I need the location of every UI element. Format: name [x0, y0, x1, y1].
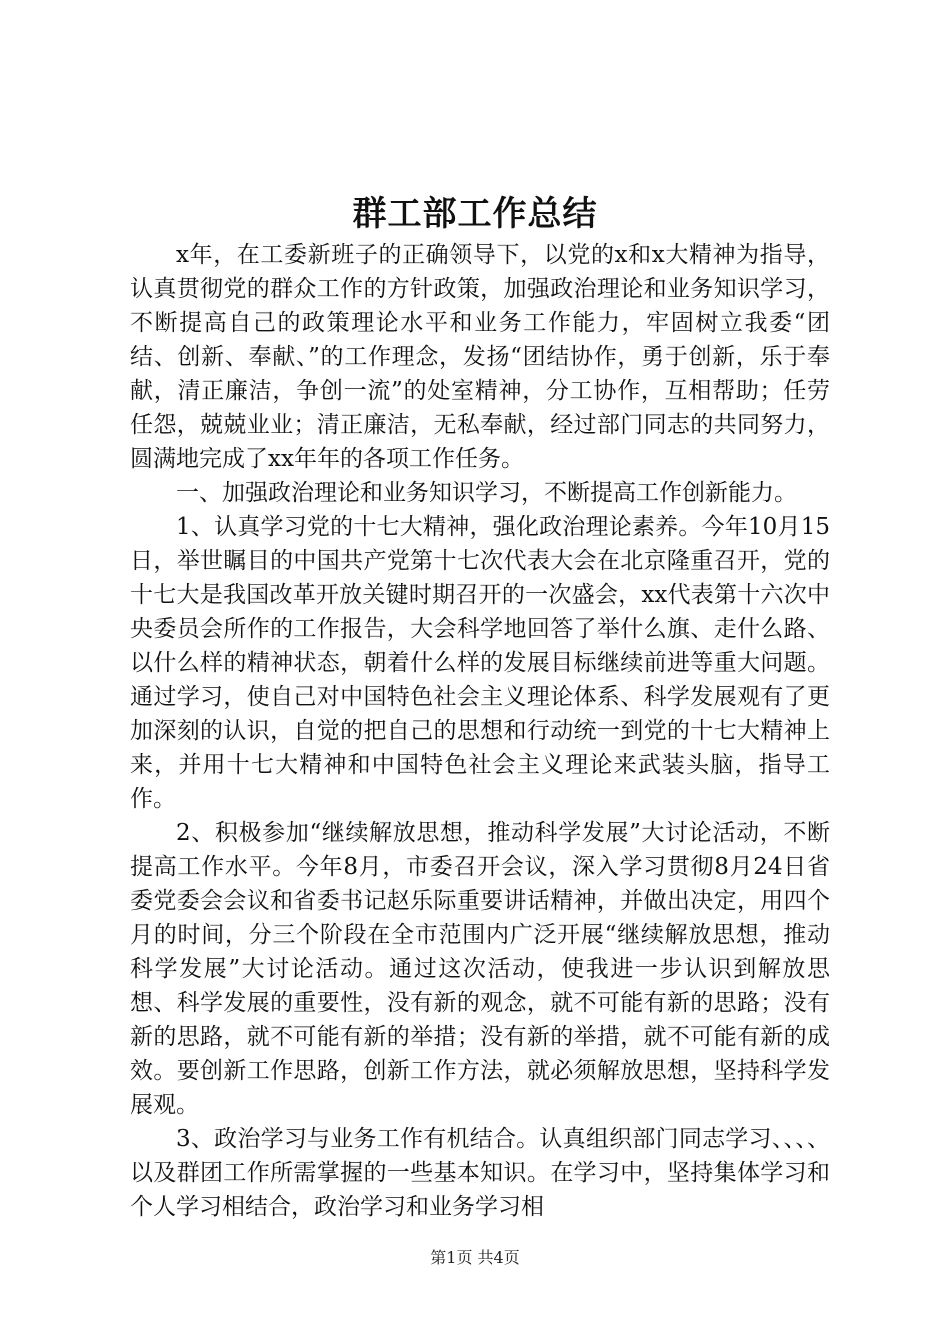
paragraph-intro: x年，在工委新班子的正确领导下，以党的x和x大精神为指导，认真贯彻党的群众工作的方针政策，加强政治理论和业务知识学习，不断提高自己的政策理论水平和业务工作能力，牢固树立我委“团结、创新、奉献、”的工作理念，发扬“团结协作，勇于创新，乐于奉献，清正廉洁，争创一流”的处室精神，分工协作，互相帮助；任劳任怨，兢兢业业；清正廉洁，无私奉献，经过部门同志的共同努力，圆满地完成了xx年年的各项工作任务。 — [130, 242, 830, 472]
document-title: 群工部工作总结 — [352, 194, 598, 234]
page-number-footer: 第1页 共4页 — [430, 1248, 520, 1267]
paragraph-item-2: 2、积极参加“继续解放思想，推动科学发展”大讨论活动，不断提高工作水平。今年8月，市委召开会议，深入学习贯彻8月24日省委党委会会议和省委书记赵乐际重要讲话精神，并做出决定，用四个月的时间，分三个阶段在全市范围内广泛开展“继续解放思想，推动科学发展”大讨论活动。通过这次活动，使我进一步认识到解放思想、科学发展的重要性，没有新的观念，就不可能有新的思路；没有新的思路，就不可能有新的举措；没有新的举措，就不可能有新的成效。要创新工作思路，创新工作方法，就必须解放思想，坚持科学发展观。 — [130, 820, 830, 1118]
paragraph-section-1-heading: 一、加强政治理论和业务知识学习，不断提高工作创新能力。 — [176, 480, 797, 506]
paragraph-item-1: 1、认真学习党的十七大精神，强化政治理论素养。今年10月15日，举世瞩目的中国共产党第十七次代表大会在北京隆重召开，党的十七大是我国改革开放关键时期召开的一次盛会，xx代表第十六次中央委员会所作的工作报告，大会科学地回答了举什么旗、走什么路、以什么样的精神状态，朝着什么样的发展目标继续前进等重大问题。通过学习，使自己对中国特色社会主义理论体系、科学发展观有了更加深刻的认识，自觉的把自己的思想和行动统一到党的十七大精神上来，并用十七大精神和中国特色社会主义理论来武装头脑，指导工作。 — [130, 514, 830, 812]
document-body — [130, 238, 830, 1224]
paragraph-item-3: 3、政治学习与业务工作有机结合。认真组织部门同志学习、、、、以及群团工作所需掌握的一些基本知识。在学习中，坚持集体学习和个人学习相结合，政治学习和业务学习相 — [130, 1126, 830, 1220]
